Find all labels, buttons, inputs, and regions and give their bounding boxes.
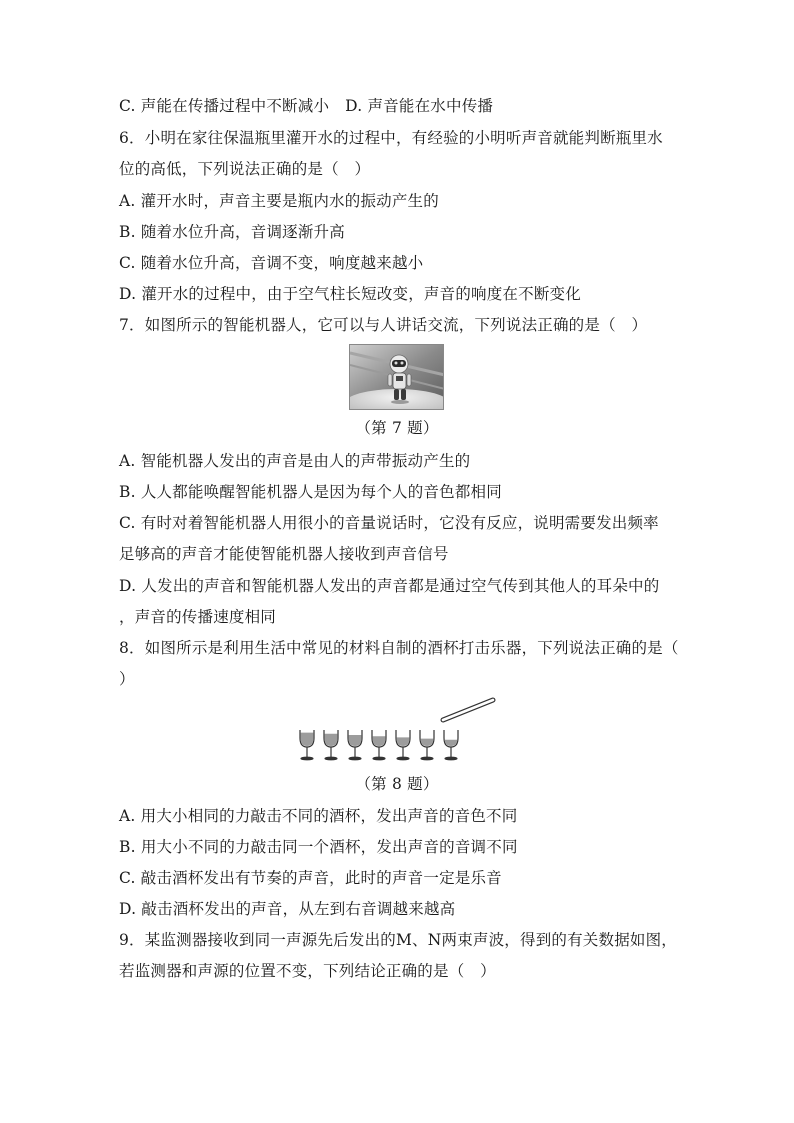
q7-option-d-line1: D. 人发出的声音和智能机器人发出的声音都是通过空气传到其他人的耳朵中的 bbox=[119, 577, 660, 595]
q8-stem-line2: ） bbox=[119, 670, 135, 688]
q9-stem-line2: 若监测器和声源的位置不变，下列结论正确的是（ ） bbox=[119, 962, 496, 980]
q7-option-b: B. 人人都能唤醒智能机器人是因为每个人的音色都相同 bbox=[119, 483, 502, 501]
striking-stick-icon bbox=[443, 700, 493, 720]
wine-glass-instrument bbox=[296, 696, 498, 762]
wine-glass-icon bbox=[300, 730, 314, 760]
wine-glass-icon bbox=[420, 730, 434, 760]
q9-stem-line1: 9．某监测器接收到同一声源先后发出的M、N两束声波，得到的有关数据如图， bbox=[119, 931, 677, 949]
q7-figure-caption: （第 7 题） bbox=[355, 419, 439, 437]
q7-option-c-line2: 足够高的声音才能使智能机器人接收到声音信号 bbox=[119, 545, 449, 563]
q5-option-d: D. 声音能在水中传播 bbox=[345, 97, 494, 115]
q8-option-d: D. 敲击酒杯发出的声音，从左到右音调越来越高 bbox=[119, 900, 456, 918]
q6-stem-line1: 6．小明在家往保温瓶里灌开水的过程中，有经验的小明听声音就能判断瓶里水 bbox=[119, 129, 663, 147]
q6-option-a: A. 灌开水时，声音主要是瓶内水的振动产生的 bbox=[119, 192, 439, 210]
q6-option-b: B. 随着水位升高，音调逐渐升高 bbox=[119, 223, 345, 241]
q6-option-d: D. 灌开水的过程中，由于空气柱长短改变，声音的响度在不断变化 bbox=[119, 285, 581, 303]
wine-glass-icon bbox=[372, 730, 386, 760]
robot-photo bbox=[349, 344, 444, 410]
wine-glass-icon bbox=[348, 730, 362, 760]
q6-stem-line2: 位的高低，下列说法正确的是（ ） bbox=[119, 160, 371, 178]
q8-option-c: C. 敲击酒杯发出有节奏的声音，此时的声音一定是乐音 bbox=[119, 869, 502, 887]
q8-stem-line1: 8．如图所示是利用生活中常见的材料自制的酒杯打击乐器，下列说法正确的是（ bbox=[119, 639, 679, 657]
q8-option-a: A. 用大小相同的力敲击不同的酒杯，发出声音的音色不同 bbox=[119, 807, 518, 825]
q5-options-cd bbox=[119, 96, 493, 116]
q5-option-c: C. 声能在传播过程中不断减小 bbox=[119, 97, 330, 115]
q8-option-b: B. 用大小不同的力敲击同一个酒杯，发出声音的音调不同 bbox=[119, 838, 518, 856]
q6-option-c: C. 随着水位升高，音调不变，响度越来越小 bbox=[119, 254, 424, 272]
q7-option-a: A. 智能机器人发出的声音是由人的声带振动产生的 bbox=[119, 452, 471, 470]
q7-stem: 7．如图所示的智能机器人，它可以与人讲话交流，下列说法正确的是（ ） bbox=[119, 316, 648, 334]
q7-option-d-line2: ，声音的传播速度相同 bbox=[119, 608, 277, 626]
q8-figure-caption: （第 8 题） bbox=[355, 775, 439, 793]
wine-glass-icon bbox=[396, 730, 410, 760]
robot-illustration bbox=[350, 345, 444, 410]
wine-glass-icon bbox=[324, 730, 338, 760]
q7-option-c-line1: C. 有时对着智能机器人用很小的音量说话时，它没有反应，说明需要发出频率 bbox=[119, 514, 659, 532]
wine-glasses-illustration bbox=[296, 696, 498, 762]
wine-glass-icon bbox=[444, 730, 458, 760]
